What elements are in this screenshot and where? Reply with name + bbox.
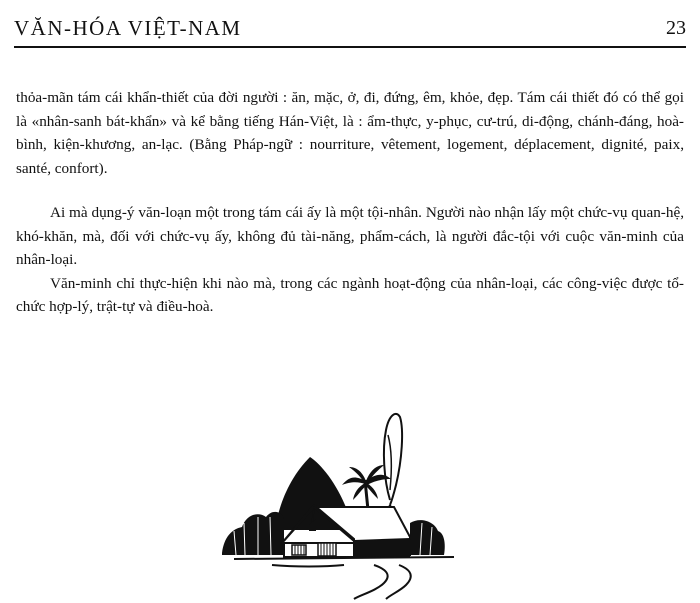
paragraph-1: thỏa-mãn tám cái khẩn-thiết của đời người : ăn, mặc, ở, đi, đứng, êm, khỏe, đẹp. Tám cái thiết đó có thể gọi là «nhân-sanh bát-khẩn» và kể bằng tiếng Hán-Việt, là : ẩm-thực, y-phục, cư-trú, di-động, chánh-đáng, hoà-bình, kiện-khương, an-lạc. (Bằng Pháp-ngữ : nourriture, vêtement, logement, déplacement, dignité, paix, santé, confort). bbox=[16, 89, 684, 177]
header-rule bbox=[14, 46, 686, 48]
page-number: 23 bbox=[666, 17, 686, 39]
paragraph-2: Ai mà dụng-ý văn-loạn một trong tám cái ấy là một tội-nhân. Người nào nhận lấy một chức-vụ quan-hệ, khó-khăn, mà, đối với chức-vụ ấy, không đủ tài-năng, phẩm-cách, là người đắc-tội với cuộc văn-minh của nhân-loại. bbox=[16, 204, 684, 268]
page-header bbox=[14, 14, 686, 46]
body-text bbox=[16, 86, 684, 319]
running-title: VĂN-HÓA VIỆT-NAM bbox=[14, 16, 242, 40]
palm-tree-icon bbox=[342, 465, 391, 510]
cottage-landscape-icon bbox=[214, 405, 474, 600]
paragraph-3: Văn-minh chỉ thực-hiện khi nào mà, trong các ngành hoạt-động của nhân-loại, các công-việc được tổ-chức hợp-lý, trật-tự và điều-hoà. bbox=[16, 274, 684, 315]
ground-icon bbox=[234, 557, 454, 599]
